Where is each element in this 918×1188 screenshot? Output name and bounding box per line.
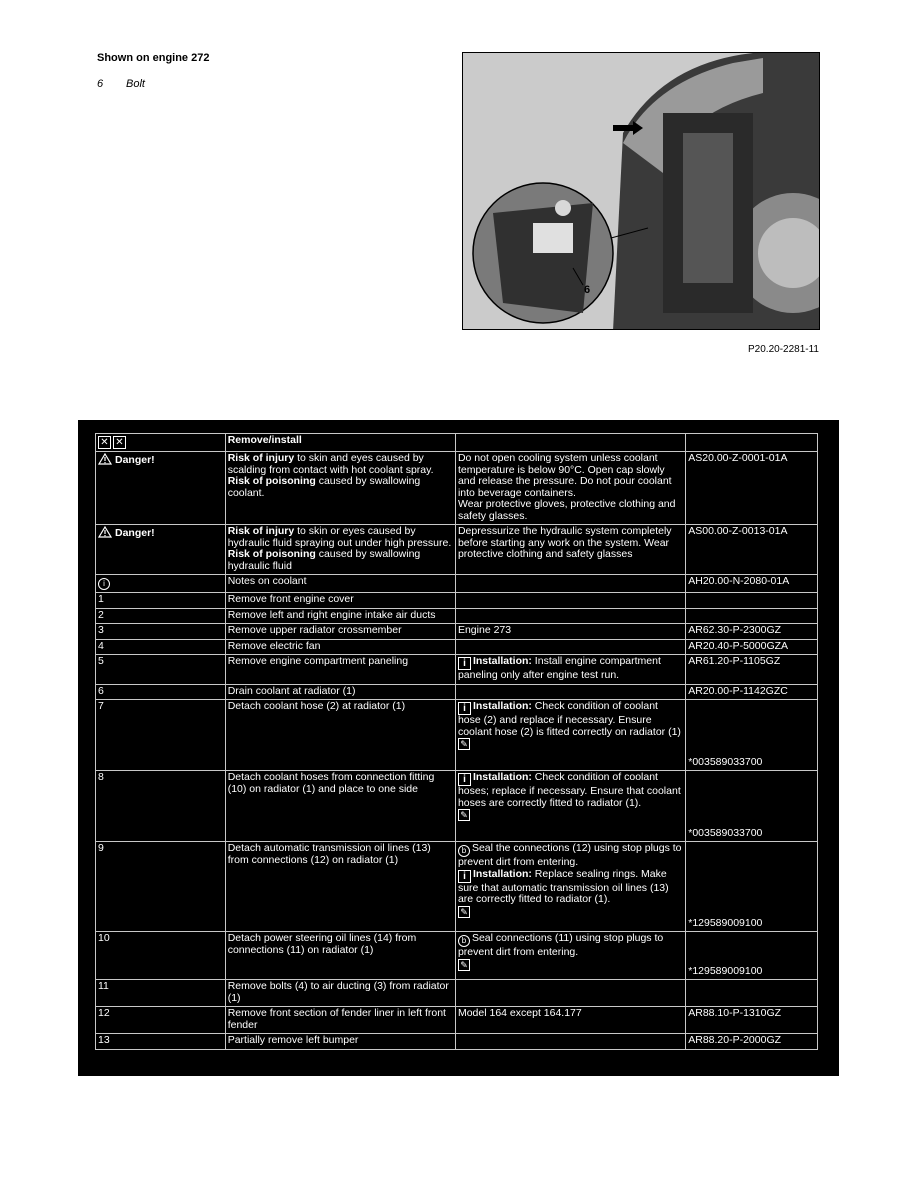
legend-number: 6 (97, 78, 104, 90)
danger-row (96, 525, 818, 575)
step-note: Engine 273 (455, 624, 685, 640)
step-action: Remove bolts (4) to air ducting (3) from radiator (1) (225, 980, 455, 1007)
stop-plug-icon: b (458, 935, 470, 947)
step-action: Detach coolant hose (2) at radiator (1) (225, 700, 455, 771)
special-tool-icon: ✎ (458, 809, 470, 821)
step-note (455, 1034, 685, 1050)
table-row (96, 980, 818, 1007)
installation-label: Installation: (472, 771, 532, 783)
step-number: 4 (96, 639, 226, 655)
special-tool-icon: ✎ (458, 906, 470, 918)
risk-title: Risk of poisoning (227, 548, 316, 560)
info-icon: i (458, 773, 471, 786)
step-action: Detach power steering oil lines (14) from connections (11) on radiator (1) (225, 932, 455, 980)
step-number: 13 (96, 1034, 226, 1050)
doc-code (686, 980, 818, 1007)
notes-icon: i (98, 578, 110, 590)
step-action: Remove electric fan (225, 639, 455, 655)
step-action: Remove front engine cover (225, 593, 455, 609)
step-number: 8 (96, 771, 226, 842)
doc-code (686, 593, 818, 609)
table-row (96, 608, 818, 624)
special-tool-icon: ✎ (458, 738, 470, 750)
doc-code: AR88.10-P-1310GZ (686, 1007, 818, 1034)
figure-legend-item (97, 78, 145, 90)
danger-row (96, 452, 818, 525)
table-row (96, 684, 818, 700)
step-action: Detach coolant hoses from connection fitting (10) on radiator (1) and place to one side (225, 771, 455, 842)
step-number: 5 (96, 655, 226, 685)
remove-icon: ✕ (98, 436, 111, 449)
table-row (96, 639, 818, 655)
table-title: Remove/install (225, 434, 455, 452)
legend-label: Bolt (126, 78, 145, 90)
table-row (96, 700, 818, 771)
installation-label: Installation: (472, 700, 532, 712)
danger-measure: Wear protective gloves, protective clothing and safety glasses. (457, 498, 676, 522)
doc-code: AS20.00-Z-0001-01A (686, 452, 818, 525)
doc-code: *003589033700 (686, 771, 818, 842)
table-row (96, 1007, 818, 1034)
notes-row (96, 575, 818, 593)
figure-caption-title: Shown on engine 272 (97, 52, 210, 64)
info-icon: i (458, 702, 471, 715)
step-note (455, 593, 685, 609)
step-action: Remove left and right engine intake air ducts (225, 608, 455, 624)
step-action: Remove upper radiator crossmember (225, 624, 455, 640)
risk-title: Risk of injury (227, 525, 295, 537)
figure-id: P20.20-2281-11 (748, 344, 819, 355)
doc-code: AS00.00-Z-0013-01A (686, 525, 818, 575)
table-row (96, 932, 818, 980)
stop-plug-icon: b (458, 845, 470, 857)
doc-code (686, 608, 818, 624)
step-number: 11 (96, 980, 226, 1007)
info-icon: i (458, 870, 471, 883)
doc-code: AH20.00-N-2080-01A (686, 575, 818, 593)
risk-title: Risk of injury (227, 452, 295, 464)
doc-code: AR62.30-P-2300GZ (686, 624, 818, 640)
step-note (455, 980, 685, 1007)
table-row (96, 1034, 818, 1050)
installation-text: Install engine compartment paneling only after engine test run. (457, 655, 661, 681)
step-number: 7 (96, 700, 226, 771)
install-icon: ✕ (113, 436, 126, 449)
installation-text: Check condition of coolant hoses; replace if necessary. Ensure that coolant hoses are correctly fitted to radiator (1). (457, 771, 681, 809)
doc-code: *129589009100 (686, 842, 818, 932)
step-action: Drain coolant at radiator (1) (225, 684, 455, 700)
step-action: Remove front section of fender liner in left front fender (225, 1007, 455, 1034)
step-number: 10 (96, 932, 226, 980)
risk-text: to skin and eyes caused by scalding from contact with hot coolant spray. (227, 452, 434, 476)
seal-text: Seal connections (11) using stop plugs to prevent dirt from entering. (457, 932, 664, 958)
step-number: 6 (96, 684, 226, 700)
danger-measure: Depressurize the hydraulic system completely before starting any work on the system. Wear protective clothing and safety glasses (455, 525, 685, 575)
seal-text: Seal the connections (12) using stop plugs to prevent dirt from entering. (457, 842, 682, 868)
step-action: Partially remove left bumper (225, 1034, 455, 1050)
doc-code: *003589033700 (686, 700, 818, 771)
table-row (96, 593, 818, 609)
risk-text: caused by swallowing hydraulic fluid (227, 548, 421, 572)
risk-text: to skin or eyes caused by hydraulic fluid spraying out under high pressure. (227, 525, 452, 549)
installation-label: Installation: (472, 867, 532, 880)
step-action: Detach automatic transmission oil lines (13) from connections (12) on radiator (1) (225, 842, 455, 932)
risk-title: Risk of poisoning (227, 475, 316, 487)
installation-text: Replace sealing rings. Make sure that automatic transmission oil lines (13) are correctly fitted to radiator (1). (457, 867, 669, 905)
step-note: Model 164 except 164.177 (455, 1007, 685, 1034)
installation-label: Installation: (472, 655, 532, 667)
step-number: 9 (96, 842, 226, 932)
callout-number: 6 (584, 284, 591, 296)
step-number: 1 (96, 593, 226, 609)
procedure-table (95, 433, 818, 1050)
notes-text: Notes on coolant (225, 575, 455, 593)
installation-text: Check condition of coolant hose (2) and replace if necessary. Ensure coolant hose (2) is fitted correctly on radiator (1) (457, 700, 681, 738)
remove-install-icons (96, 434, 226, 452)
danger-label: Danger! (115, 454, 155, 466)
table-row (96, 655, 818, 685)
danger-label: Danger! (115, 527, 155, 539)
step-action: Remove engine compartment paneling (225, 655, 455, 685)
step-number: 2 (96, 608, 226, 624)
step-note (455, 639, 685, 655)
risk-text: caused by swallowing coolant. (227, 475, 421, 499)
engine-photo (462, 52, 820, 330)
procedure-table-panel (78, 420, 839, 1076)
table-header-row (96, 434, 818, 452)
special-tool-icon: ✎ (458, 959, 470, 971)
danger-measure: Do not open cooling system unless coolant temperature is below 90°C. Open cap slowly and release the pressure. Do not pour coolant into beverage containers. (457, 452, 672, 499)
doc-code: AR20.00-P-1142GZC (686, 684, 818, 700)
warning-icon (98, 453, 112, 465)
doc-code: AR20.40-P-5000GZA (686, 639, 818, 655)
step-note (455, 608, 685, 624)
info-icon: i (458, 657, 471, 670)
doc-code: *129589009100 (686, 932, 818, 980)
table-row (96, 624, 818, 640)
step-note (455, 684, 685, 700)
table-row (96, 771, 818, 842)
doc-code: AR88.20-P-2000GZ (686, 1034, 818, 1050)
step-number: 12 (96, 1007, 226, 1034)
step-number: 3 (96, 624, 226, 640)
doc-code: AR61.20-P-1105GZ (686, 655, 818, 685)
table-row (96, 842, 818, 932)
warning-icon (98, 526, 112, 538)
